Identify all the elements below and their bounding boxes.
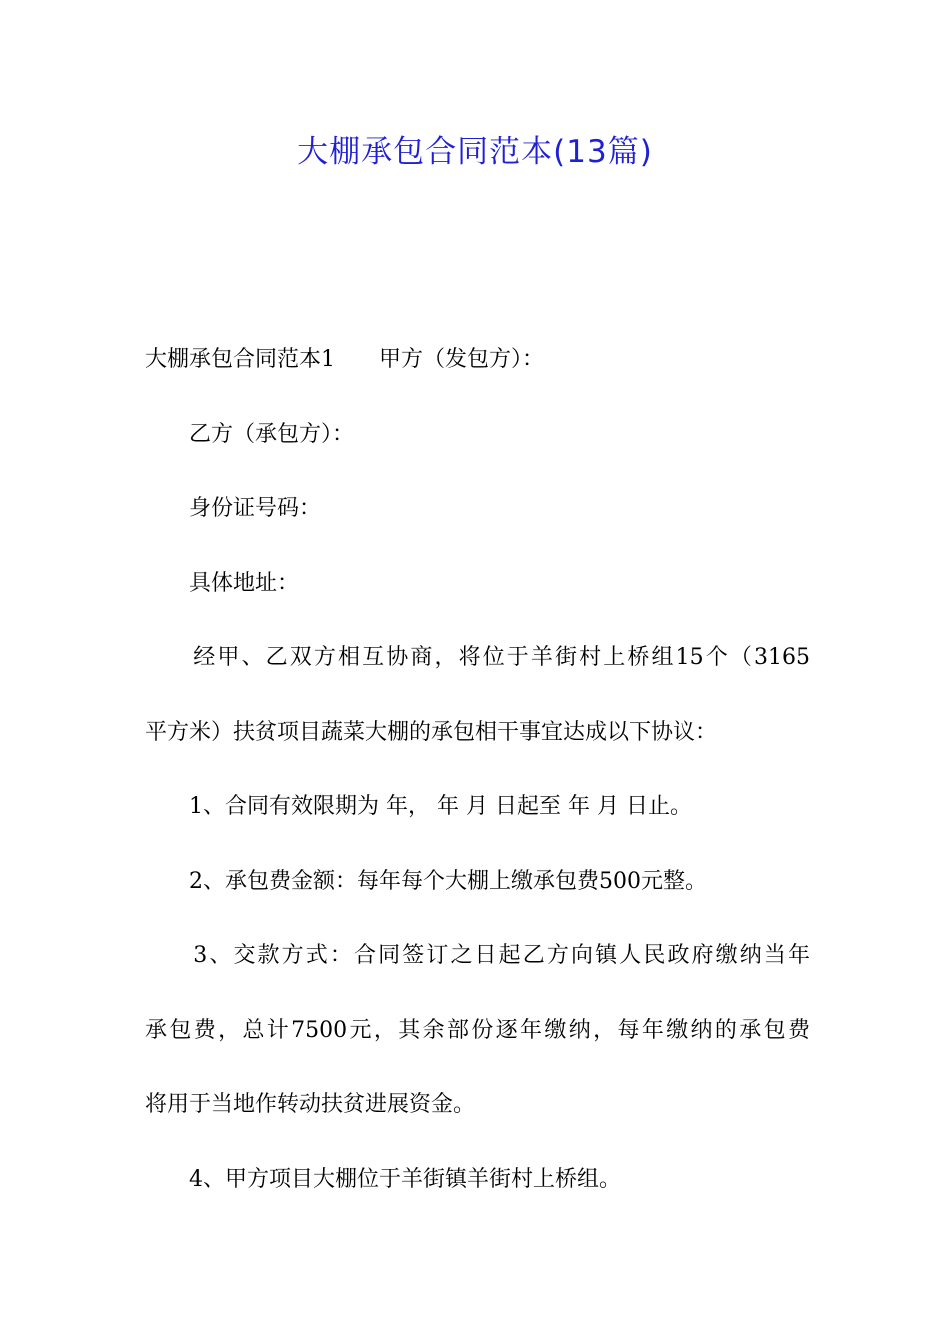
text-line-clause-3c: 将用于当地作转动扶贫进展资金。 [145, 1092, 476, 1117]
text-line-clause-1: 1、合同有效限期为 年， 年 月 日起至 年 月 日止。 [145, 794, 692, 819]
text-line-id-number: 身份证号码： [145, 496, 322, 521]
text-line-clause-4: 4、甲方项目大棚位于羊街镇羊街村上桥组。 [145, 1166, 621, 1192]
text-line-clause-2: 2、承包费金额：每年每个大棚上缴承包费500元整。 [145, 868, 707, 894]
document-title: 大棚承包合同范本(13篇) [297, 134, 653, 170]
text-line-agreement-2: 平方米）扶贫项目蔬菜大棚的承包相干事宜达成以下协议： [145, 719, 718, 745]
document-body [145, 332, 810, 1226]
text-line-clause-3a: 3、交款方式：合同签订之日起乙方向镇人民政府缴纳当年 [145, 943, 810, 968]
text-line-heading: 大棚承包合同范本1 甲方（发包方）： [145, 347, 544, 372]
text-line-clause-3b: 承包费，总计7500元，其余部份逐年缴纳，每年缴纳的承包费 [145, 1017, 810, 1043]
text-line-party-b: 乙方（承包方）： [145, 421, 355, 447]
text-line-agreement-1: 经甲、乙双方相互协商，将位于羊街村上桥组15个（3165 [145, 645, 810, 670]
text-line-address: 具体地址： [145, 570, 300, 596]
